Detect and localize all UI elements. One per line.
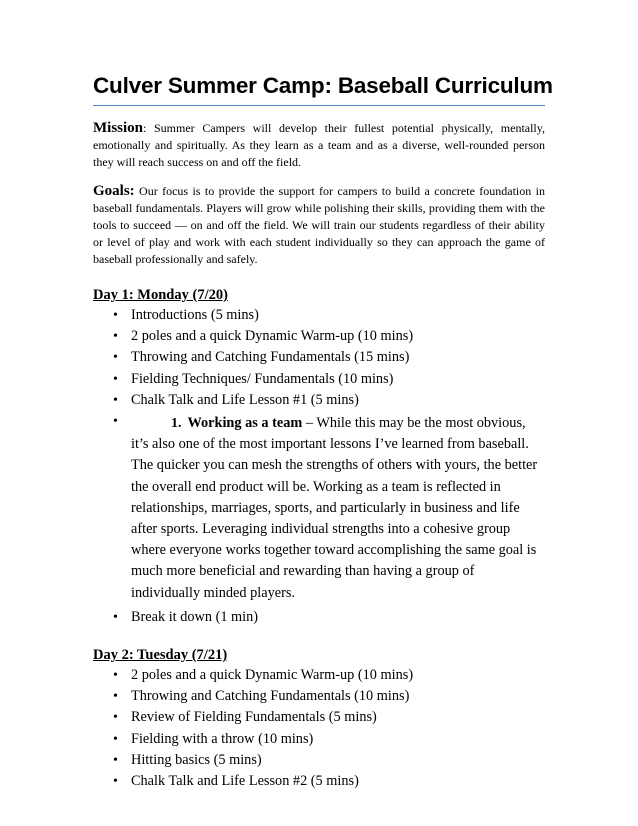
bullet-icon: • bbox=[113, 609, 118, 625]
activity-text: Fielding with a throw (10 mins) bbox=[131, 730, 314, 747]
activity-text: Introductions (5 mins) bbox=[131, 307, 259, 323]
activity-text: Break it down (1 min) bbox=[131, 608, 259, 625]
document-page bbox=[93, 72, 553, 792]
bullet-icon: • bbox=[113, 774, 118, 790]
goals-label: Goals: bbox=[93, 183, 135, 199]
list-item bbox=[93, 750, 545, 771]
day-1-activity-list bbox=[93, 305, 545, 628]
day-2-section bbox=[93, 645, 545, 792]
day-2-activity-list bbox=[93, 665, 545, 792]
life-lesson-item bbox=[93, 411, 545, 607]
bullet-icon: • bbox=[113, 710, 118, 726]
activity-text: Review of Fielding Fundamentals (5 mins) bbox=[131, 709, 377, 726]
list-item bbox=[93, 665, 545, 686]
mission-label: Mission bbox=[93, 120, 144, 136]
bullet-icon: • bbox=[113, 414, 118, 430]
list-item bbox=[93, 326, 545, 347]
bullet-icon: • bbox=[113, 731, 118, 747]
day-1-section bbox=[93, 285, 545, 628]
activity-text: Throwing and Catching Fundamentals (15 mins) bbox=[131, 349, 410, 366]
activity-text: Chalk Talk and Life Lesson #1 (5 mins) bbox=[131, 391, 359, 408]
goals-text: Our focus is to provide the support for campers to build a concrete foundation in baseball fundamentals. Players will grow while polishing their skills, providing them with the tools to succeed — on and off the field. We will train our students regardless of their ability or level of play and work with each student individually so they can approach the game of baseball professionally and safely. bbox=[93, 184, 545, 266]
list-item bbox=[93, 369, 545, 390]
bullet-icon: • bbox=[113, 308, 118, 323]
activity-text: 2 poles and a quick Dynamic Warm-up (10 mins) bbox=[131, 328, 414, 345]
bullet-icon: • bbox=[113, 329, 118, 345]
list-item bbox=[93, 607, 545, 628]
bullet-icon: • bbox=[113, 689, 118, 705]
mission-paragraph bbox=[93, 120, 545, 171]
day-1-heading: Day 1: Monday (7/20) bbox=[93, 287, 228, 303]
mission-text: : Summer Campers will develop their fullest potential physically, mentally, emotionally and spiritually. As they learn as a team and as a diverse, well-rounded person they will reach success on and off the field. bbox=[93, 121, 545, 169]
goals-paragraph bbox=[93, 183, 545, 268]
list-item bbox=[93, 729, 545, 750]
bullet-icon: • bbox=[113, 350, 118, 366]
activity-text: Chalk Talk and Life Lesson #2 (5 mins) bbox=[131, 773, 359, 790]
list-item bbox=[93, 686, 545, 707]
lesson-title: Working as a team bbox=[187, 415, 303, 432]
bullet-icon: • bbox=[113, 668, 118, 684]
lesson-text: – While this may be the most obvious, it’s also one of the most important lessons I’ve learned from baseball. The quicker you can mesh the strengths of others with yours, the better the overall end product will be. Working as a team is reflected in relationships, marriages, sports, and particularly in business and life after sports. Leveraging individual strengths into a cohesive group where everyone works together toward accomplishing the same goal is much more beneficial and rewarding than having a group of individually minded players. bbox=[131, 415, 538, 601]
list-item bbox=[93, 707, 545, 728]
activity-text: Hitting basics (5 mins) bbox=[131, 751, 262, 768]
bullet-icon: • bbox=[113, 752, 118, 768]
bullet-icon: • bbox=[113, 392, 118, 408]
list-item bbox=[93, 771, 545, 792]
page-title: Culver Summer Camp: Baseball Curriculum bbox=[93, 72, 545, 106]
activity-text: Fielding Techniques/ Fundamentals (10 mins) bbox=[131, 370, 394, 387]
list-item bbox=[93, 305, 545, 326]
activity-text: Throwing and Catching Fundamentals (10 mins) bbox=[131, 688, 410, 705]
lesson-number: 1. bbox=[171, 416, 182, 432]
day-2-heading: Day 2: Tuesday (7/21) bbox=[93, 647, 228, 664]
list-item bbox=[93, 390, 545, 411]
activity-text: 2 poles and a quick Dynamic Warm-up (10 mins) bbox=[131, 667, 414, 684]
list-item bbox=[93, 347, 545, 368]
bullet-icon: • bbox=[113, 371, 118, 387]
